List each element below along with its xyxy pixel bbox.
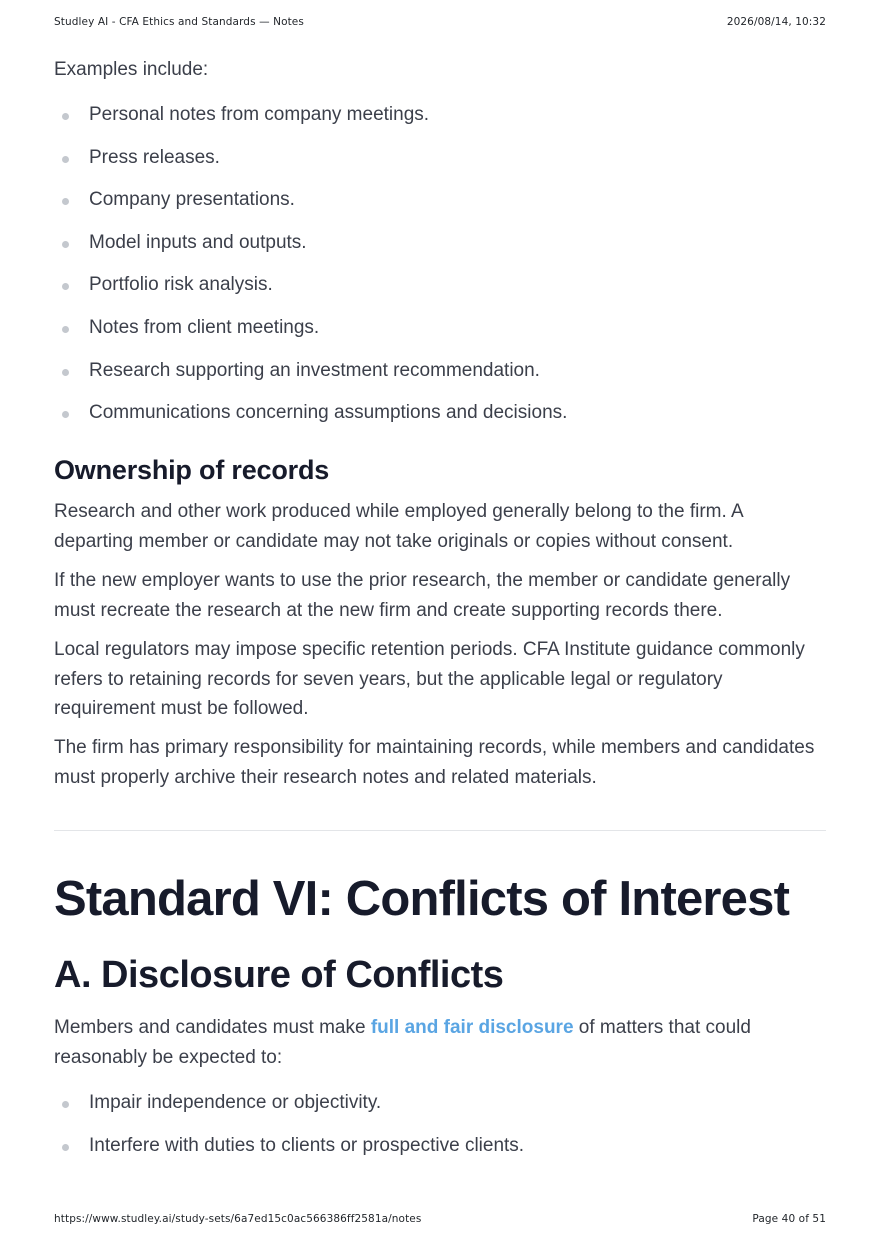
list-item-text: Impair independence or objectivity.: [89, 1092, 382, 1113]
disclosure-text-continued: of matters that could reasonably be expected to:: [54, 1017, 751, 1068]
list-item: [54, 102, 826, 145]
disclosure-list: [54, 1090, 826, 1175]
list-item: [54, 315, 826, 358]
list-item: [54, 400, 826, 443]
bullet-icon: [62, 113, 69, 120]
list-item-text: Research supporting an investment recommendation.: [89, 359, 540, 381]
examples-intro: Examples include:: [54, 59, 209, 80]
print-footer: [54, 1213, 826, 1225]
ownership-paragraph: The firm has primary responsibility for maintaining records, while members and candidates must properly archive their research notes and related materials.: [54, 737, 815, 788]
bullet-icon: [62, 369, 69, 376]
bullet-icon: [62, 283, 69, 290]
list-item-text: Notes from client meetings.: [89, 316, 320, 338]
list-item: [54, 1133, 826, 1176]
ownership-paragraph: If the new employer wants to use the prior research, the member or candidate generally must recreate the research at the new firm and create supporting records there.: [54, 570, 791, 621]
list-item: [54, 187, 826, 230]
bullet-icon: [62, 156, 69, 163]
page-url: https://www.studley.ai/study-sets/6a7ed15c0ac566386ff2581a/notes: [54, 1213, 422, 1225]
bullet-icon: [62, 411, 69, 418]
list-item: [54, 145, 826, 188]
list-item-text: Press releases.: [89, 146, 220, 168]
list-item-text: Portfolio risk analysis.: [89, 274, 273, 296]
ownership-paragraph: Local regulators may impose specific retention periods. CFA Institute guidance commonly refers to retaining records for seven years, but the applicable legal or regulatory requirement must be followed.: [54, 639, 805, 720]
ownership-paragraph: Research and other work produced while employed generally belong to the firm. A departing member or candidate may not take originals or copies without consent.: [54, 501, 743, 552]
document-title: Studley AI - CFA Ethics and Standards — Notes: [54, 16, 304, 28]
list-item-text: Company presentations.: [89, 189, 295, 211]
disclosure-paragraph: [54, 1013, 826, 1072]
bullet-icon: [62, 326, 69, 333]
subsection-title: A. Disclosure of Conflicts: [54, 954, 504, 996]
disclosure-text: Members and candidates must make: [54, 1017, 371, 1038]
page-number: Page 40 of 51: [752, 1213, 826, 1225]
section-divider: [54, 830, 826, 831]
bullet-icon: [62, 241, 69, 248]
list-item: [54, 1090, 826, 1133]
bullet-icon: [62, 1144, 69, 1151]
list-item-text: Personal notes from company meetings.: [89, 104, 430, 125]
print-header: [54, 16, 826, 28]
list-item-text: Interfere with duties to clients or prospective clients.: [89, 1134, 525, 1156]
ownership-heading: Ownership of records: [54, 455, 330, 485]
list-item-text: Model inputs and outputs.: [89, 231, 307, 253]
list-item-text: Communications concerning assumptions and decisions.: [89, 402, 568, 424]
standard-title: Standard VI: Conflicts of Interest: [54, 872, 790, 926]
bullet-icon: [62, 1101, 69, 1108]
bullet-icon: [62, 198, 69, 205]
print-datetime: 2026/08/14, 10:32: [726, 16, 826, 28]
list-item: [54, 272, 826, 315]
highlighted-term: full and fair disclosure: [370, 1017, 574, 1038]
list-item: [54, 230, 826, 273]
examples-list: [54, 102, 826, 443]
list-item: [54, 358, 826, 401]
